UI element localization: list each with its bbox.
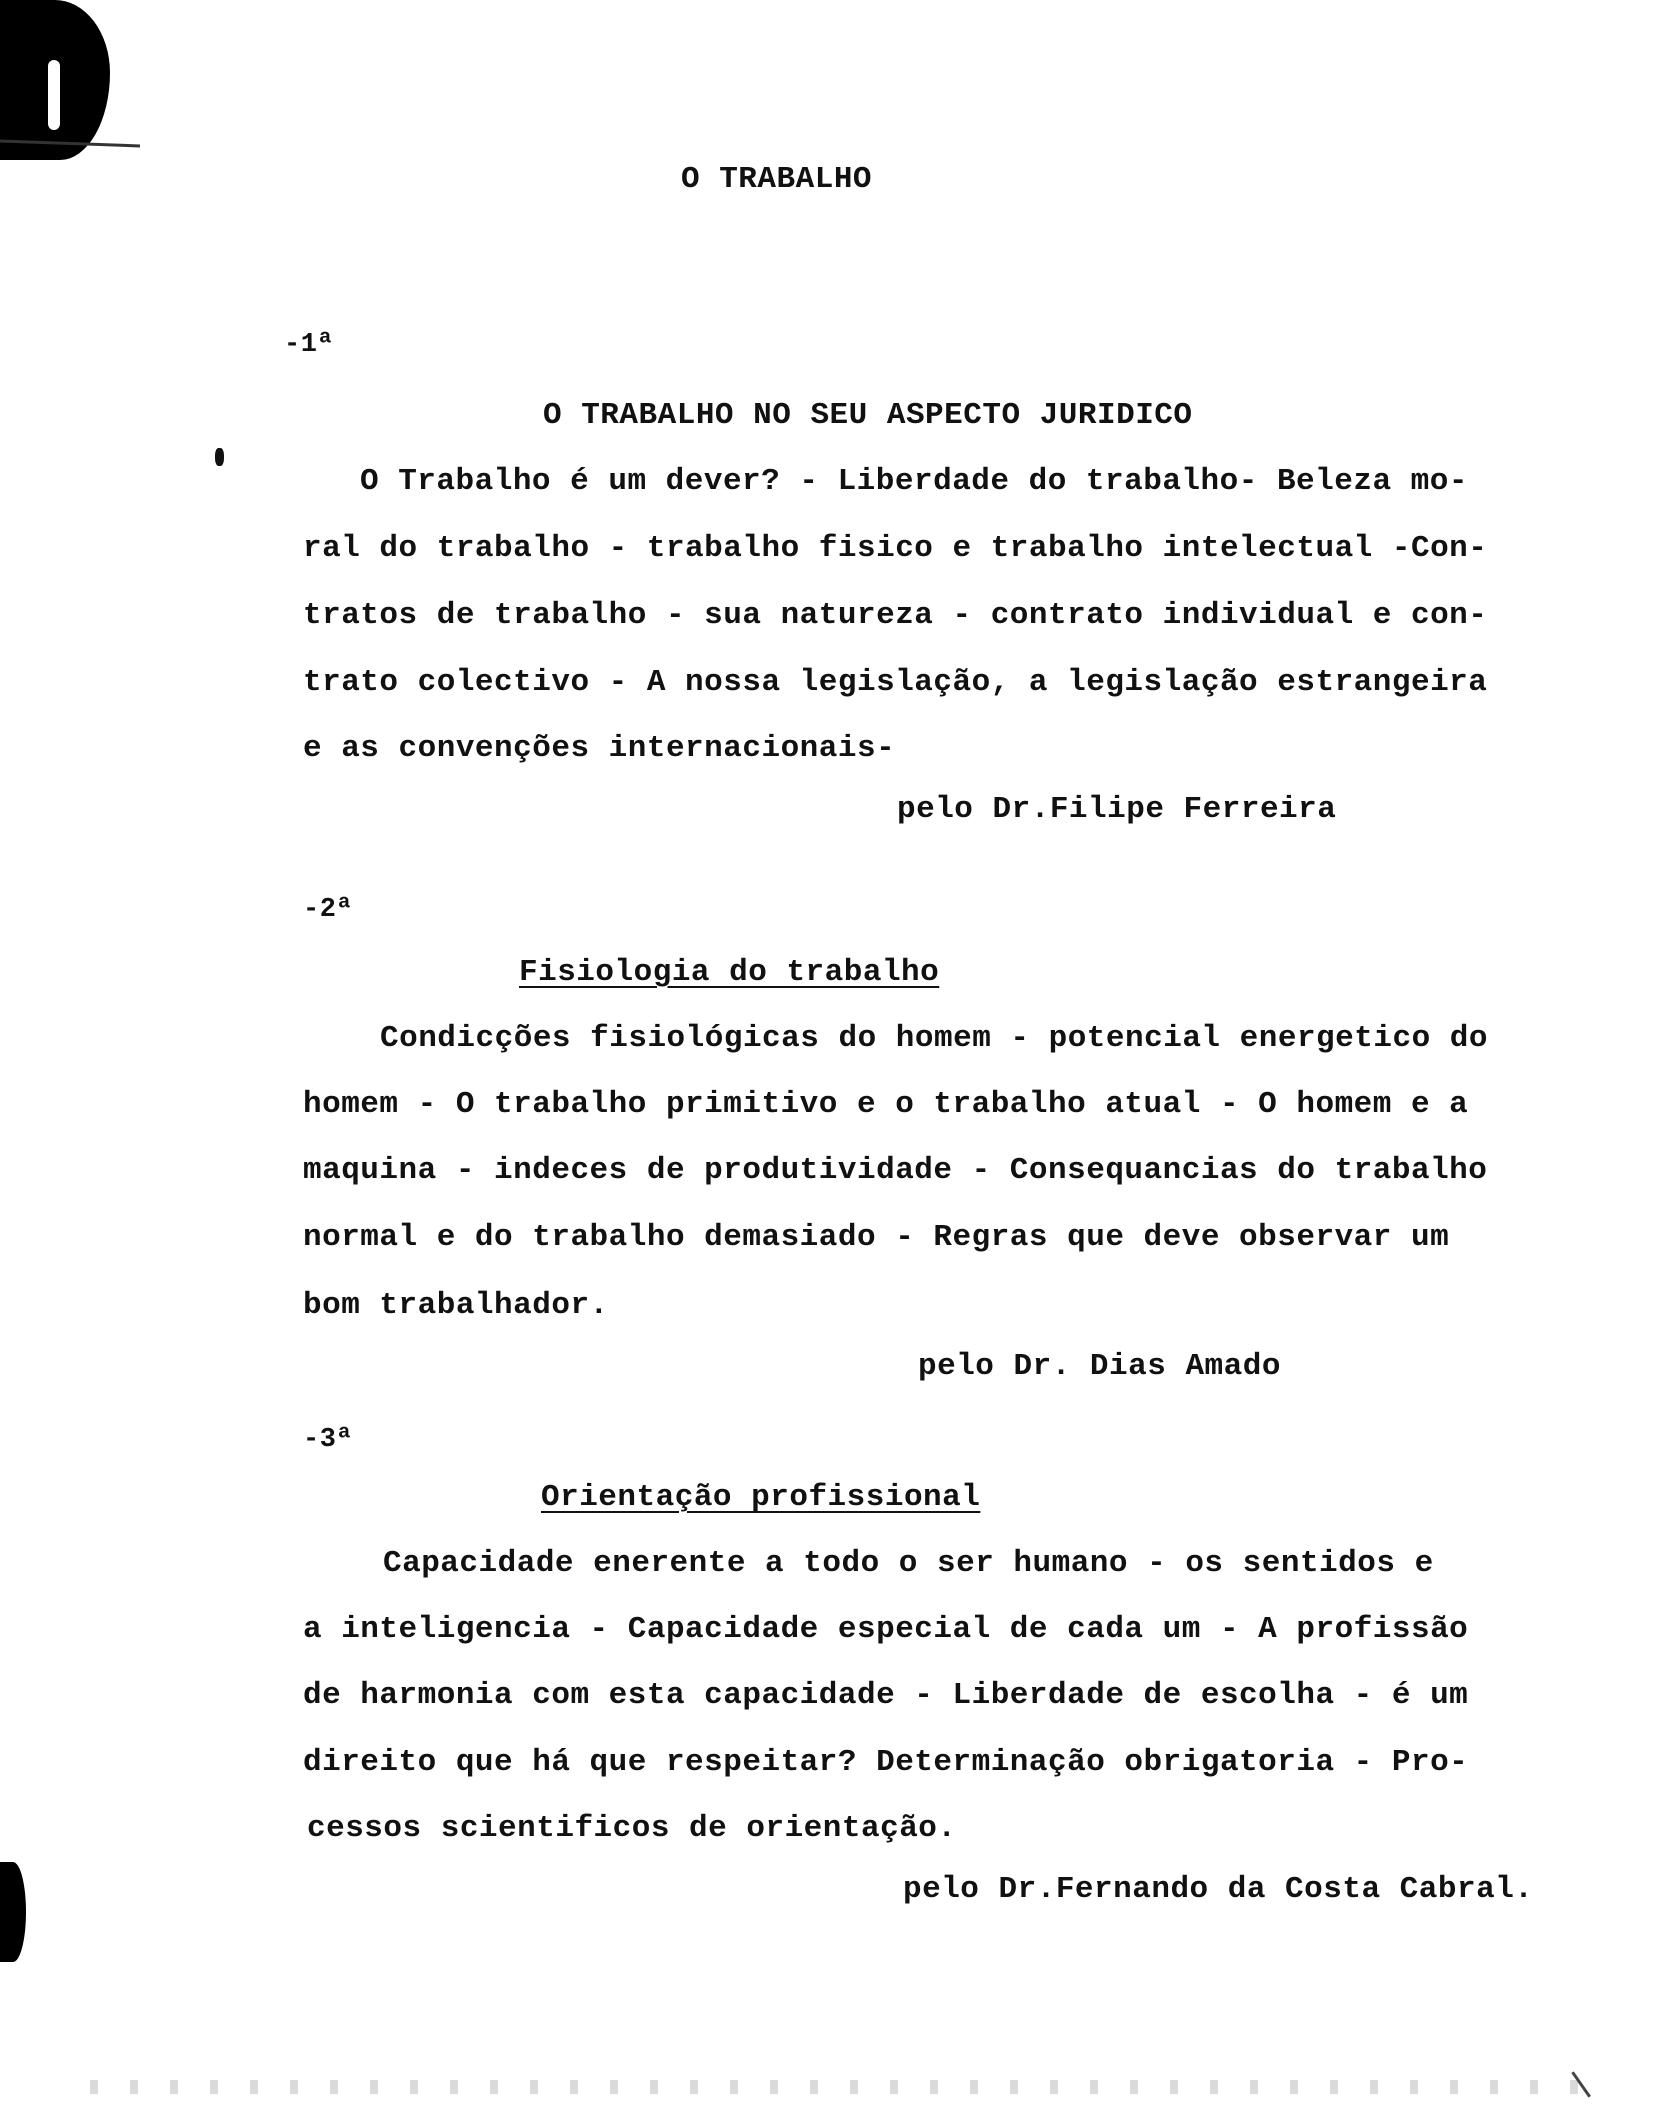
section-number: -2ª <box>303 895 354 925</box>
paragraph-line: Capacidade enerente a todo o ser humano - os sentidos e <box>383 1546 1434 1581</box>
paragraph-line: maquina - indeces de produtividade - Consequancias do trabalho <box>303 1153 1488 1188</box>
document-title: O TRABALHO <box>681 162 873 197</box>
section-number: -1ª <box>284 330 335 360</box>
paragraph-line: tratos de trabalho - sua natureza - contrato individual e con- <box>303 598 1488 633</box>
paragraph-line: a inteligencia - Capacidade especial de cada um - A profissão <box>303 1612 1469 1647</box>
section-heading: O TRABALHO NO SEU ASPECTO JURIDICO <box>543 398 1193 433</box>
section-author: pelo Dr.Fernando da Costa Cabral. <box>903 1872 1534 1907</box>
paragraph-line: bom trabalhador. <box>303 1288 609 1323</box>
paragraph-line: e as convenções internacionais- <box>303 731 896 766</box>
ink-blot <box>0 1862 26 1962</box>
paragraph-line: O Trabalho é um dever? - Liberdade do trabalho- Beleza mo- <box>360 464 1468 499</box>
section-author: pelo Dr.Filipe Ferreira <box>897 792 1337 827</box>
paragraph-line: de harmonia com esta capacidade - Liberdade de escolha - é um <box>303 1678 1469 1713</box>
section-heading: Orientação profissional <box>541 1480 981 1515</box>
section-author: pelo Dr. Dias Amado <box>918 1349 1281 1384</box>
paragraph-line: homem - O trabalho primitivo e o trabalho atual - O homem e a <box>303 1087 1469 1122</box>
paragraph-line: trato colectivo - A nossa legislação, a legislação estrangeira <box>303 665 1488 700</box>
section-number: -3ª <box>303 1425 354 1455</box>
ink-blot <box>0 0 110 160</box>
paragraph-line: ral do trabalho - trabalho fisico e trabalho intelectual -Con- <box>303 531 1488 566</box>
paragraph-line: cessos scientificos de orientação. <box>307 1811 957 1846</box>
paragraph-line: Condicções fisiológicas do homem - potencial energetico do <box>380 1021 1488 1056</box>
scan-noise <box>90 2080 1590 2094</box>
paragraph-line: normal e do trabalho demasiado - Regras que deve observar um <box>303 1220 1450 1255</box>
section-heading: Fisiologia do trabalho <box>519 955 940 990</box>
paragraph-line: direito que há que respeitar? Determinação obrigatoria - Pro- <box>303 1745 1469 1780</box>
margin-mark <box>215 448 224 466</box>
